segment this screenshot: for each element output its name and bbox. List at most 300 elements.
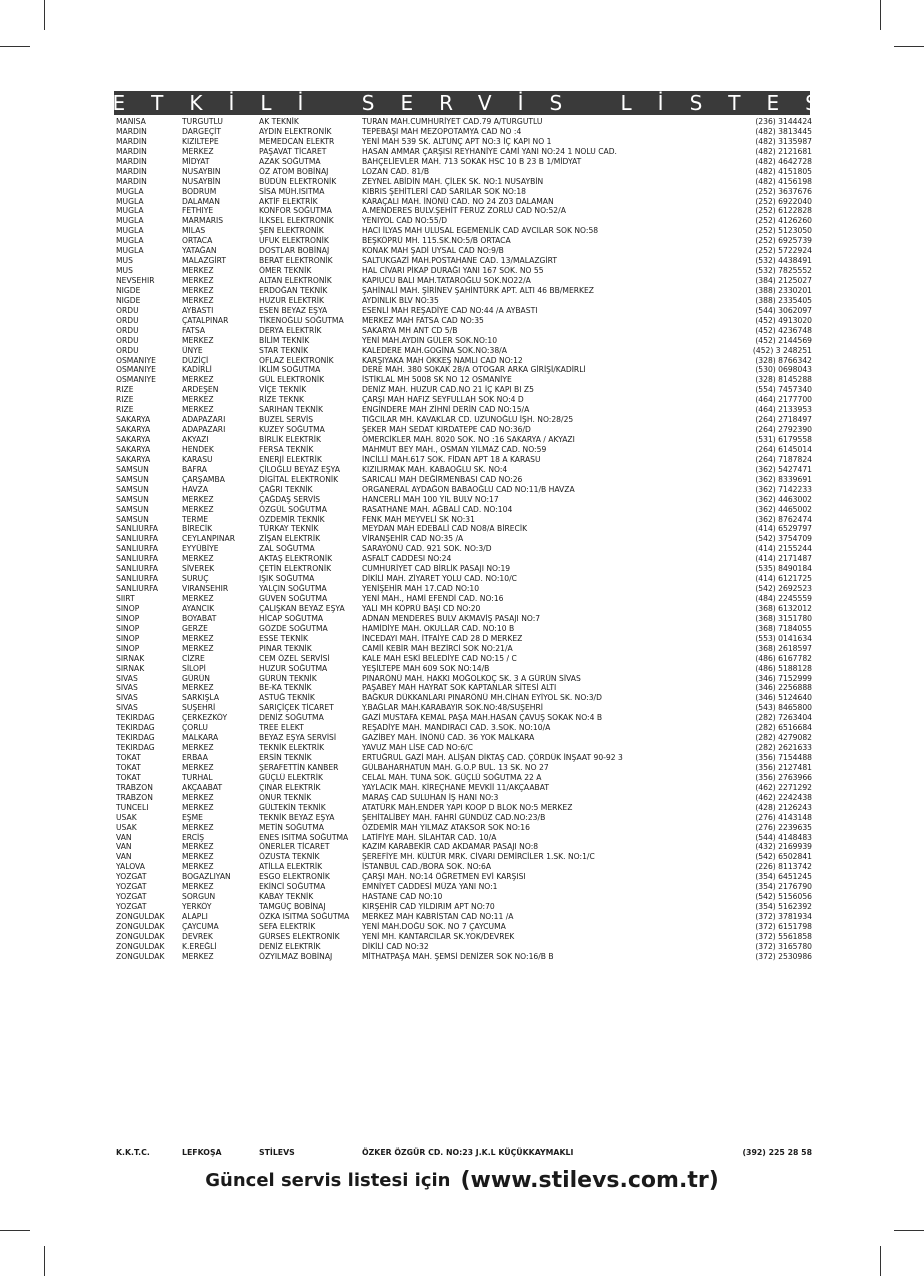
cell-addr: ENGİNDERE MAH ZİHNİ DERİN CAD NO:15/A	[362, 405, 530, 415]
table-row	[114, 574, 814, 584]
cell-district: MERKEZ	[182, 842, 214, 852]
cell-phone: (252) 5722924	[755, 246, 812, 256]
cell-district: SİLOPİ	[182, 663, 206, 673]
cell-phone: (482) 3135987	[755, 136, 812, 146]
cell-addr: KIBRIS ŞEHİTLERİ CAD SARILAR SOK NO:18	[362, 186, 526, 196]
cell-name: GÜVEN SOĞUTMA	[259, 594, 328, 603]
cell-addr: MARAŞ CAD SULUHAN İŞ HANI NO:3	[362, 792, 499, 802]
cell-name: ONUR TEKNİK	[259, 792, 312, 802]
cell-name: BİRLİK ELEKTRİK	[259, 435, 321, 444]
cell-phone: (226) 8113742	[755, 862, 812, 872]
table-row	[114, 395, 814, 405]
cell-city: RIZE	[116, 385, 134, 395]
cell-district: AKÇAABAT	[182, 782, 223, 792]
cell-phone: (252) 6925739	[755, 236, 812, 246]
cell-city: OSMANIYE	[116, 375, 156, 385]
cell-district: MERKEZ	[182, 494, 214, 504]
cell-city: SAKARYA	[116, 415, 151, 425]
cell-name: ÇALIŞKAN BEYAZ EŞYA	[259, 603, 345, 613]
cell-phone: (535) 8490184	[755, 564, 812, 574]
table-row	[114, 693, 814, 703]
cell-addr: KONAK MAH ŞADİ UYSAL CAD NO:9/B	[362, 246, 504, 256]
cell-name: RİZE TEKNK	[259, 395, 305, 405]
cell-name: DOSTLAR BOBİNAJ	[259, 246, 330, 256]
cell-name: IŞIK SOĞUTMA	[259, 574, 315, 584]
cell-phone: (530) 0698043	[755, 365, 812, 375]
cell-phone: (252) 6122828	[755, 206, 812, 216]
cell-name: UFUK ELEKTRONİK	[259, 236, 329, 246]
cell-name: VİÇE TEKNİK	[259, 385, 307, 395]
cell-city: MUGLA	[116, 196, 144, 206]
cell-phone: (362) 8762474	[755, 514, 812, 524]
cell-city: SANLIURFA	[116, 544, 159, 554]
cell-district: MERKEZ	[182, 285, 214, 295]
cell-name: BEYAZ EŞYA SERVİSİ	[259, 733, 337, 743]
cell-phone: (542) 3754709	[755, 534, 812, 544]
cell-phone: (362) 8339691	[755, 474, 812, 484]
cell-district: DALAMAN	[182, 196, 220, 206]
cell-phone: (368) 2618597	[755, 643, 812, 653]
cell-district: CİZRE	[182, 653, 205, 663]
cell-addr: MERKEZ MAH FATSA CAD NO:35	[362, 315, 484, 325]
cell-city: ZONGULDAK	[116, 921, 165, 931]
cell-district: MERKEZ	[182, 633, 214, 643]
cell-phone: (482) 4642728	[755, 156, 812, 166]
cell-city: SAMSUN	[116, 494, 149, 504]
cell-district: GERZE	[182, 623, 208, 633]
cell-phone: (486) 6167782	[755, 653, 812, 663]
cell-city: TRABZON	[116, 792, 153, 802]
cell-city: MUGLA	[116, 226, 144, 236]
cell-addr: ADNAN MENDERES BULV AKMAVİŞ PASAJI NO:7	[362, 613, 541, 623]
cell-addr: HANCERLI MAH 100 YIL BULV NO:17	[362, 494, 499, 504]
table-row	[114, 187, 814, 197]
table-row	[114, 733, 814, 743]
cell-addr: HACI İLYAS MAH ULUSAL EGEMENLİK CAD AVCILAR SOK NO:58	[362, 226, 599, 236]
table-row	[114, 793, 814, 803]
cell-addr: ZEYNEL ABİDİN MAH. ÇİLEK SK. NO:1 NUSAYBİN	[362, 176, 544, 186]
table-row	[114, 723, 814, 733]
cell-phone: (252) 5123050	[755, 226, 812, 236]
cell-addr: ŞAHİNALİ MAH. ŞİRİNEV ŞAHİNTÜRK APT. ALTI 46 BB/MERKEZ	[362, 285, 595, 295]
cell-name: ERSİN TEKNİK	[259, 753, 312, 762]
cell-name: METİN SOĞUTMA	[259, 822, 324, 832]
table-row	[114, 842, 814, 852]
cell-city: YOZGAT	[116, 872, 147, 882]
cell-district: TERME	[182, 514, 209, 524]
crop-mark	[880, 0, 881, 30]
cell-name: KABAY TEKNİK	[259, 892, 314, 902]
cell-addr: YENİ MAH.DOĞU SOK. NO 7 ÇAYCUMA	[362, 921, 506, 931]
cell-addr: KALEDERE MAH.GOGİNA SOK.NO:38/A	[362, 345, 507, 355]
cell-city: SANLIURFA	[116, 564, 159, 574]
cell-addr: Y.BAĞLAR MAH.KARABAYIR SOK.NO:48/SUŞEHRİ	[362, 703, 543, 713]
kktc-phone: (392) 225 28 58	[742, 1148, 812, 1157]
cell-district: SORGUN	[182, 892, 216, 902]
cell-phone: (328) 8766342	[755, 355, 812, 365]
cell-phone: (414) 6529797	[755, 524, 812, 534]
crop-mark	[894, 1230, 924, 1231]
table-row	[114, 882, 814, 892]
cell-name: GÜÇLÜ ELEKTRİK	[259, 772, 323, 782]
cell-district: MERKEZ	[182, 683, 214, 693]
cell-name: GÜL ELEKTRONİK	[259, 375, 325, 385]
cell-district: NUSAYBİN	[182, 176, 221, 186]
cell-phone: (452) 4913020	[755, 315, 812, 325]
cell-city: SAMSUN	[116, 504, 149, 514]
cell-name: STAR TEKNİK	[259, 345, 309, 355]
cell-name: ENES ISITMA SOĞUTMA	[259, 832, 349, 842]
table-row	[114, 554, 814, 564]
cell-addr: SALTUKGAZİ MAH.POSTAHANE CAD. 13/MALAZGİRT	[362, 256, 558, 266]
cell-phone: (362) 7142233	[755, 484, 812, 494]
cell-addr: GÜLBAHARHATUN MAH. G.O.P BUL. 13 SK. NO 27	[362, 762, 549, 772]
cell-phone: (264) 2792390	[755, 425, 812, 435]
cell-district: SARKIŞLA	[182, 693, 220, 703]
cell-addr: HAMİDİYE MAH. OKULLAR CAD. NO:10 B	[362, 623, 515, 633]
cell-name: TEKNİK BEYAZ EŞYA	[259, 812, 335, 822]
cell-district: KARASU	[182, 454, 213, 464]
cell-name: DENİZ SOĞUTMA	[259, 713, 324, 723]
table-row	[114, 644, 814, 654]
table-row	[114, 544, 814, 554]
cell-phone: (372) 5561858	[755, 931, 812, 941]
cell-district: YERKÖY	[182, 902, 212, 912]
cell-district: SİVEREK	[182, 564, 215, 574]
cell-district: ÇATALPINAR	[182, 315, 229, 325]
cell-addr: YENİ MAH., HAMİ EFENDİ CAD. NO:16	[362, 594, 504, 603]
cell-district: DÜZİÇİ	[182, 355, 209, 365]
cell-district: AYANCIK	[182, 603, 215, 613]
cell-city: SAMSUN	[116, 474, 149, 484]
crop-mark	[44, 1246, 45, 1276]
crop-mark	[0, 46, 30, 47]
cell-addr: CAMİİ KEBİR MAH BEZİRCİ SOK NO:21/A	[362, 643, 513, 653]
cell-phone: (354) 2176790	[755, 882, 812, 892]
cell-city: TRABZON	[116, 782, 153, 792]
cell-city: SANLIURFA	[116, 574, 159, 584]
cell-district: FETHIYE	[182, 206, 214, 216]
cell-addr: ŞEHİTALİBEY MAH. FAHRİ GÜNDÜZ CAD.NO:23/B	[362, 812, 546, 822]
cell-name: KUZEY SOĞUTMA	[259, 425, 325, 435]
table-row	[114, 833, 814, 843]
cell-name: ÖNERLER TİCARET	[259, 842, 330, 852]
cell-phone: (282) 2621633	[755, 743, 812, 753]
table-row	[114, 167, 814, 177]
cell-addr: TIĞCILAR MH. KAVAKLAR CD. UZUNOĞLU İŞH. NO:28/25	[362, 415, 574, 425]
cell-district: VIRANSEHIR	[182, 584, 229, 594]
cell-name: SEFA ELEKTRİK	[259, 921, 316, 931]
cell-addr: BEŞKÖPRÜ MH. 115.SK.NO:5/B ORTACA	[362, 236, 511, 246]
cell-addr: ŞEKER MAH SEDAT KIRDATEPE CAD NO:36/D	[362, 425, 531, 435]
table-row	[114, 505, 814, 515]
cell-city: ZONGULDAK	[116, 941, 165, 951]
cell-name: BE-KA TEKNİK	[259, 683, 312, 693]
cell-phone: (252) 6922040	[755, 196, 812, 206]
cell-phone: (354) 6451245	[755, 872, 812, 882]
cell-district: BOYABAT	[182, 613, 217, 623]
crop-mark	[880, 1246, 881, 1276]
table-row	[114, 266, 814, 276]
cell-name: BUZEL SERVİS	[259, 415, 314, 425]
table-row	[114, 912, 814, 922]
table-row	[114, 365, 814, 375]
cell-city: SAKARYA	[116, 444, 151, 454]
cell-city: SANLIURFA	[116, 524, 159, 534]
cell-phone: (384) 2125027	[755, 276, 812, 285]
cell-addr: ORGANERAL AYDAĞON BABAOĞLU CAD NO:11/B HAVZA	[362, 484, 575, 494]
cell-city: OSMANIYE	[116, 355, 156, 365]
cell-city: SIRNAK	[116, 663, 145, 673]
table-row	[114, 664, 814, 674]
cell-addr: ESENLİ MAH REŞADİYE CAD NO:44 /A AYBASTI	[362, 305, 538, 315]
cell-addr: DİKİLİ CAD NO:32	[362, 941, 429, 951]
cell-addr: ERTUĞRUL GAZİ MAH. ALİŞAN DİKTAŞ CAD. ÇÖRDÜK İNŞAAT 90-92 3	[362, 753, 623, 762]
cell-district: DARGEÇİT	[182, 126, 222, 136]
cell-district: MERKEZ	[182, 335, 214, 345]
table-row	[114, 763, 814, 773]
footer	[0, 1160, 924, 1200]
table-row	[114, 485, 814, 495]
table-row	[114, 236, 814, 246]
cell-city: YALOVA	[116, 862, 145, 872]
cell-name: BÜDÜN ELEKTRONİK	[259, 176, 337, 186]
table-row	[114, 654, 814, 664]
cell-name: ZİŞAN ELEKTRİK	[259, 534, 321, 544]
cell-city: SAMSUN	[116, 514, 149, 524]
cell-addr: YENİ MH. KANTARCILAR SK.YOK/DEVREK	[362, 931, 515, 941]
cell-phone: (462) 2242438	[755, 792, 812, 802]
cell-name: HUZUR SOĞUTMA	[259, 663, 328, 673]
cell-name: ENERJİ ELEKTRİK	[259, 454, 322, 464]
cell-name: ÇİLOĞLU BEYAZ EŞYA	[259, 464, 340, 474]
table-row	[114, 475, 814, 485]
cell-city: TEKIRDAG	[116, 713, 155, 723]
cell-name: SİSA MÜH.ISITMA	[259, 186, 325, 196]
table-row	[114, 346, 814, 356]
cell-phone: (372) 3165780	[755, 941, 812, 951]
cell-phone: (462) 2271292	[755, 782, 812, 792]
cell-addr: REŞADİYE MAH. MANDIRACI CAD. 3.SOK. NO:10/A	[362, 723, 551, 733]
cell-name: ŞERAFETTİN KANBER	[259, 762, 339, 772]
cell-city: ZONGULDAK	[116, 931, 165, 941]
cell-phone: (252) 4126260	[755, 216, 812, 226]
table-row	[114, 177, 814, 187]
cell-name: AZAK SOĞUTMA	[259, 156, 321, 166]
cell-district: EYYÜBİYE	[182, 544, 219, 554]
cell-name: BERAT ELEKTRONİK	[259, 256, 333, 266]
table-row	[114, 206, 814, 216]
cell-district: FATSA	[182, 325, 206, 335]
table-row	[114, 276, 814, 286]
cell-name: ÖZUSTA TEKNİK	[259, 852, 320, 862]
cell-addr: KIRŞEHİR CAD YILDIRIM APT NO:70	[362, 902, 495, 912]
cell-phone: (346) 5124640	[755, 693, 812, 703]
cell-phone: (282) 4279082	[755, 733, 812, 743]
cell-name: TİKENOĞLU SOĞUTMA	[259, 315, 344, 325]
cell-name: CEM ÖZEL SERVİSİ	[259, 653, 330, 663]
kktc-address: ÖZKER ÖZGÜR CD. NO:23 J.K.L KÜÇÜKKAYMAKLI	[362, 1148, 574, 1157]
cell-addr: İSTANBUL CAD./BORA SOK. NO:6A	[362, 862, 492, 872]
cell-city: MARDIN	[116, 146, 147, 156]
cell-phone: (544) 3062097	[755, 305, 812, 315]
cell-phone: (356) 2763966	[755, 772, 812, 782]
cell-phone: (356) 7154488	[755, 753, 812, 762]
cell-phone: (236) 3144424	[755, 117, 812, 126]
cell-phone: (414) 2155244	[755, 544, 812, 554]
table-row	[114, 594, 814, 604]
cell-phone: (482) 2121681	[755, 146, 812, 156]
cell-addr: VİRANŞEHİR CAD NO:35 /A	[362, 534, 464, 544]
table-row	[114, 922, 814, 932]
cell-district: ADAPAZARI	[182, 415, 226, 425]
cell-addr: RASATHANE MAH. AĞBALİ CAD. NO:104	[362, 504, 513, 514]
table-row	[114, 445, 814, 455]
table-row	[114, 197, 814, 207]
cell-phone: (452) 2144569	[755, 335, 812, 345]
cell-city: SIVAS	[116, 683, 138, 693]
cell-addr: TURAN MAH.CUMHURİYET CAD.79 A/TURGUTLU	[362, 117, 543, 126]
cell-addr: KIZILIRMAK MAH. KABAOĞLU SK. NO:4	[362, 464, 508, 474]
cell-addr: MAHMUT BEY MAH., OSMAN YILMAZ CAD. NO:59	[362, 444, 547, 454]
cell-district: MERKEZ	[182, 295, 214, 305]
cell-name: TREE ELEKT	[259, 723, 304, 733]
cell-name: ÇAĞRI TEKNİK	[259, 484, 313, 494]
cell-district: MERKEZ	[182, 951, 214, 961]
table-row	[114, 952, 814, 962]
table-row	[114, 405, 814, 415]
cell-addr: GAZİBEY MAH. İNÖNÜ CAD. 36 YOK MALKARA	[362, 733, 535, 743]
cell-city: RIZE	[116, 395, 134, 405]
cell-phone: (276) 4143148	[755, 812, 812, 822]
cell-name: ALTAN ELEKTRONİK	[259, 276, 332, 285]
cell-phone: (282) 6516684	[755, 723, 812, 733]
table-row	[114, 435, 814, 445]
cell-name: DİGİTAL ELEKTRONİK	[259, 474, 339, 484]
cell-name: DERYA ELEKTRİK	[259, 325, 322, 335]
cell-name: GÜRSES ELEKTRONİK	[259, 931, 340, 941]
table-row	[114, 683, 814, 693]
cell-addr: YENİŞEHİR MAH 17.CAD NO:10	[362, 584, 480, 594]
cell-addr: PINARÖNÜ MAH. HAKKI MOĞOLKOÇ SK. 3 A GÜRÜN SİVAS	[362, 673, 581, 683]
cell-city: TEKIRDAG	[116, 733, 155, 743]
table-row	[114, 455, 814, 465]
table-row	[114, 773, 814, 783]
cell-phone: (482) 3813445	[755, 126, 812, 136]
cell-city: SIVAS	[116, 673, 138, 683]
table-row	[114, 823, 814, 833]
cell-district: MERKEZ	[182, 792, 214, 802]
cell-district: ERCİŞ	[182, 832, 205, 842]
cell-phone: (368) 6132012	[755, 603, 812, 613]
cell-phone: (276) 2239635	[755, 822, 812, 832]
cell-district: MERKEZ	[182, 802, 214, 812]
cell-phone: (464) 2177700	[755, 395, 812, 405]
cell-addr: ÖZDEMİR MAH YILMAZ ATAKSOR SOK NO:16	[362, 822, 530, 832]
cell-city: TUNCELI	[116, 802, 149, 812]
cell-addr: ÇARŞI MAH HAFIZ SEYFULLAH SOK NO:4 D	[362, 395, 524, 405]
cell-district: ARDEŞEN	[182, 385, 219, 395]
cell-phone: (372) 2530986	[755, 951, 812, 961]
service-table	[114, 117, 814, 962]
cell-addr: EMNİYET CADDESİ MÜZA YANI NO:1	[362, 882, 498, 892]
table-row	[114, 614, 814, 624]
cell-district: BOGAZLIYAN	[182, 872, 231, 882]
cell-district: YATAĞAN	[182, 246, 217, 256]
cell-addr: MERKEZ MAH KABRİSTAN CAD NO:11 /A	[362, 912, 514, 921]
cell-addr: ÇARŞI MAH. NO:14 ÖĞRETMEN EVİ KARŞISI	[362, 872, 526, 882]
cell-city: ORDU	[116, 305, 139, 315]
cell-city: SAMSUN	[116, 484, 149, 494]
table-row	[114, 634, 814, 644]
cell-name: ÇINAR ELEKTRİK	[259, 782, 321, 792]
cell-addr: İNCEDAYI MAH. İTFAİYE CAD 28 D MERKEZ	[362, 633, 523, 643]
cell-name: ÖZYILMAZ BOBİNAJ	[259, 951, 333, 961]
kktc-row	[114, 1148, 814, 1160]
cell-addr: ASFALT CADDESI NO:24	[362, 554, 452, 564]
cell-district: SURUÇ	[182, 574, 209, 584]
cell-district: MALAZGİRT	[182, 256, 227, 266]
table-row	[114, 375, 814, 385]
cell-phone: (482) 4151805	[755, 166, 812, 176]
cell-phone: (362) 4463002	[755, 494, 812, 504]
cell-city: ORDU	[116, 345, 139, 355]
cell-addr: BAĞKUR DÜKKANLARI PINARÖNÜ MH.CİHAN EYİYOL SK. NO:3/D	[362, 693, 602, 703]
cell-addr: SARAYÖNÜ CAD. 921 SOK. NO:3/D	[362, 544, 492, 554]
cell-addr: A.MENDERES BULV.ŞEHİT FERUZ ZORLU CAD NO:52/A	[362, 206, 566, 216]
cell-addr: YENIYOL CAD NO:55/D	[362, 216, 448, 226]
cell-name: ESSE TEKNİK	[259, 633, 308, 643]
cell-phone: (368) 3151780	[755, 613, 812, 623]
cell-city: TEKIRDAG	[116, 723, 155, 733]
cell-name: ÖZKA ISITMA SOĞUTMA	[259, 912, 350, 921]
cell-name: MEMEDCAN ELEKTR	[259, 136, 335, 146]
cell-phone: (264) 6145014	[755, 444, 812, 454]
cell-phone: (346) 7152999	[755, 673, 812, 683]
cell-city: TEKIRDAG	[116, 743, 155, 753]
kktc-district: LEFKOŞA	[182, 1148, 222, 1157]
cell-district: MERKEZ	[182, 395, 214, 405]
cell-city: MUS	[116, 266, 133, 276]
cell-phone: (372) 6151798	[755, 921, 812, 931]
cell-name: OFLAZ ELEKTRONİK	[259, 355, 334, 365]
cell-city: MARDIN	[116, 166, 147, 176]
cell-district: BAFRA	[182, 464, 207, 474]
cell-district: ADAPAZARI	[182, 425, 226, 435]
cell-district: ALAPLI	[182, 912, 208, 921]
cell-phone: (544) 4148483	[755, 832, 812, 842]
cell-city: SINOP	[116, 603, 140, 613]
cell-addr: LOZAN CAD. 81/B	[362, 166, 430, 176]
cell-city: SANLIURFA	[116, 554, 159, 564]
table-row	[114, 465, 814, 475]
table-row	[114, 495, 814, 505]
table-row	[114, 534, 814, 544]
cell-addr: SAKARYA MH ANT CD 5/B	[362, 325, 458, 335]
cell-phone: (554) 7457340	[755, 385, 812, 395]
cell-name: ATİLLA ELEKTRİK	[259, 862, 323, 872]
table-row	[114, 783, 814, 793]
website-link[interactable]: (www.stilevs.com.tr)	[460, 1167, 719, 1193]
cell-phone: (542) 5156056	[755, 892, 812, 902]
cell-city: USAK	[116, 812, 137, 822]
cell-name: GÜLTEKİN TEKNİK	[259, 802, 326, 812]
cell-name: ÖZDEMİR TEKNİK	[259, 514, 325, 524]
cell-city: USAK	[116, 822, 137, 832]
cell-addr: DERE MAH. 380 SOKAK 28/A OTOGAR ARKA GİRİŞİ/KADİRLİ	[362, 365, 586, 375]
cell-city: MUGLA	[116, 216, 144, 226]
cell-addr: DİKİLİ MAH. ZİYARET YOLU CAD. NO:10/C	[362, 574, 517, 584]
